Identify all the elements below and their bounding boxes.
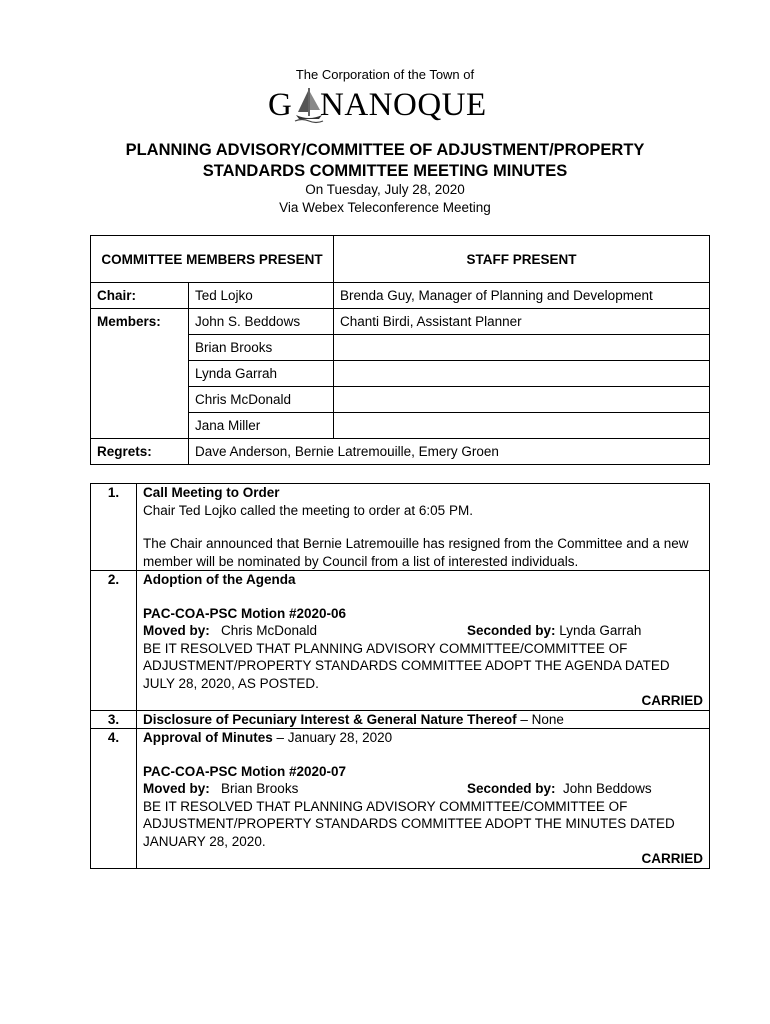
motion-movers: Moved by: Chris McDonald Seconded by: Lynda Garrah [143, 623, 642, 638]
motion-result: CARRIED [641, 693, 703, 708]
attendance-table [90, 235, 710, 465]
item-body: Call Meeting to Order Chair Ted Lojko called the meeting to order at 6:05 PM. The Chair announced that Bernie Latremouille has resigned from the Committee and a new member will be nominated by Council from a list of interested individuals. [137, 484, 710, 571]
item-number: 3. [91, 710, 137, 729]
agenda-item [91, 484, 710, 571]
motion-resolution: BE IT RESOLVED THAT PLANNING ADVISORY COMMITTEE/COMMITTEE OF ADJUSTMENT/PROPERTY STANDARDS COMMITTEE ADOPT THE AGENDA DATED JULY 28, 2020, AS POSTED. [143, 640, 670, 691]
town-logo [268, 84, 504, 126]
agenda-item [91, 571, 710, 711]
agenda-item [91, 729, 710, 869]
corporation-line: The Corporation of the Town of [295, 67, 475, 82]
item-heading: Call Meeting to Order [143, 485, 280, 500]
chair-name: Ted Lojko [189, 283, 334, 309]
logo-wordmark: G NANOQUE [268, 87, 487, 123]
staff-member: Brenda Guy, Manager of Planning and Development [334, 283, 710, 309]
staff-header: STAFF PRESENT [334, 236, 710, 283]
member-name: Lynda Garrah [189, 361, 334, 387]
item-number: 1. [91, 484, 137, 571]
item-heading: Adoption of the Agenda [143, 572, 296, 587]
member-name: Chris McDonald [189, 387, 334, 413]
chair-label: Chair: [91, 283, 189, 309]
members-header: COMMITTEE MEMBERS PRESENT [91, 236, 334, 283]
item-body [137, 571, 710, 711]
item-heading: Approval of Minutes [143, 730, 273, 745]
regrets-list: Dave Anderson, Bernie Latremouille, Emery Groen [189, 439, 710, 465]
item-number: 2. [91, 571, 137, 711]
agenda-table [90, 483, 710, 869]
agenda-item [91, 710, 710, 729]
item-heading: Disclosure of Pecuniary Interest & General Nature Thereof [143, 711, 517, 727]
motion-number: PAC-COA-PSC Motion #2020-07 [143, 763, 347, 779]
motion-resolution: BE IT RESOLVED THAT PLANNING ADVISORY COMMITTEE/COMMITTEE OF ADJUSTMENT/PROPERTY STANDARDS COMMITTEE ADOPT THE MINUTES DATED JANUARY 28, 2020. [143, 798, 675, 849]
motion-movers: Moved by: Brian Brooks Seconded by: John Beddows [143, 781, 652, 796]
member-name: Jana Miller [189, 413, 334, 439]
sailboat-logo-icon [294, 86, 324, 124]
page-title: PLANNING ADVISORY/COMMITTEE OF ADJUSTMENT/PROPERTY STANDARDS COMMITTEE MEETING MINUTES [125, 141, 645, 180]
regrets-label: Regrets: [91, 439, 189, 465]
item-body: Approval of Minutes – January 28, 2020 PAC-COA-PSC Motion #2020-07 Moved by: Brian Brooks Seconded by: John Beddows BE IT RESOLVED THAT PLANNING ADVISORY COMMITTEE/COMMITTEE OF ADJUSTMENT/PROPERTY STANDARDS COMMITTEE ADOPT THE MINUTES DATED JANUARY 28, 2020. CARRIED [137, 729, 710, 869]
motion-result: CARRIED [641, 851, 703, 866]
motion-number: PAC-COA-PSC Motion #2020-06 [143, 605, 347, 621]
staff-member: Chanti Birdi, Assistant Planner [334, 309, 710, 335]
members-label: Members: [91, 309, 189, 439]
meeting-date: On Tuesday, July 28, 2020 [305, 182, 465, 197]
meeting-location: Via Webex Teleconference Meeting [279, 200, 491, 215]
member-name: John S. Beddows [189, 309, 334, 335]
member-name: Brian Brooks [189, 335, 334, 361]
item-body: Disclosure of Pecuniary Interest & General Nature Thereof – None [137, 710, 710, 729]
item-number: 4. [91, 729, 137, 869]
